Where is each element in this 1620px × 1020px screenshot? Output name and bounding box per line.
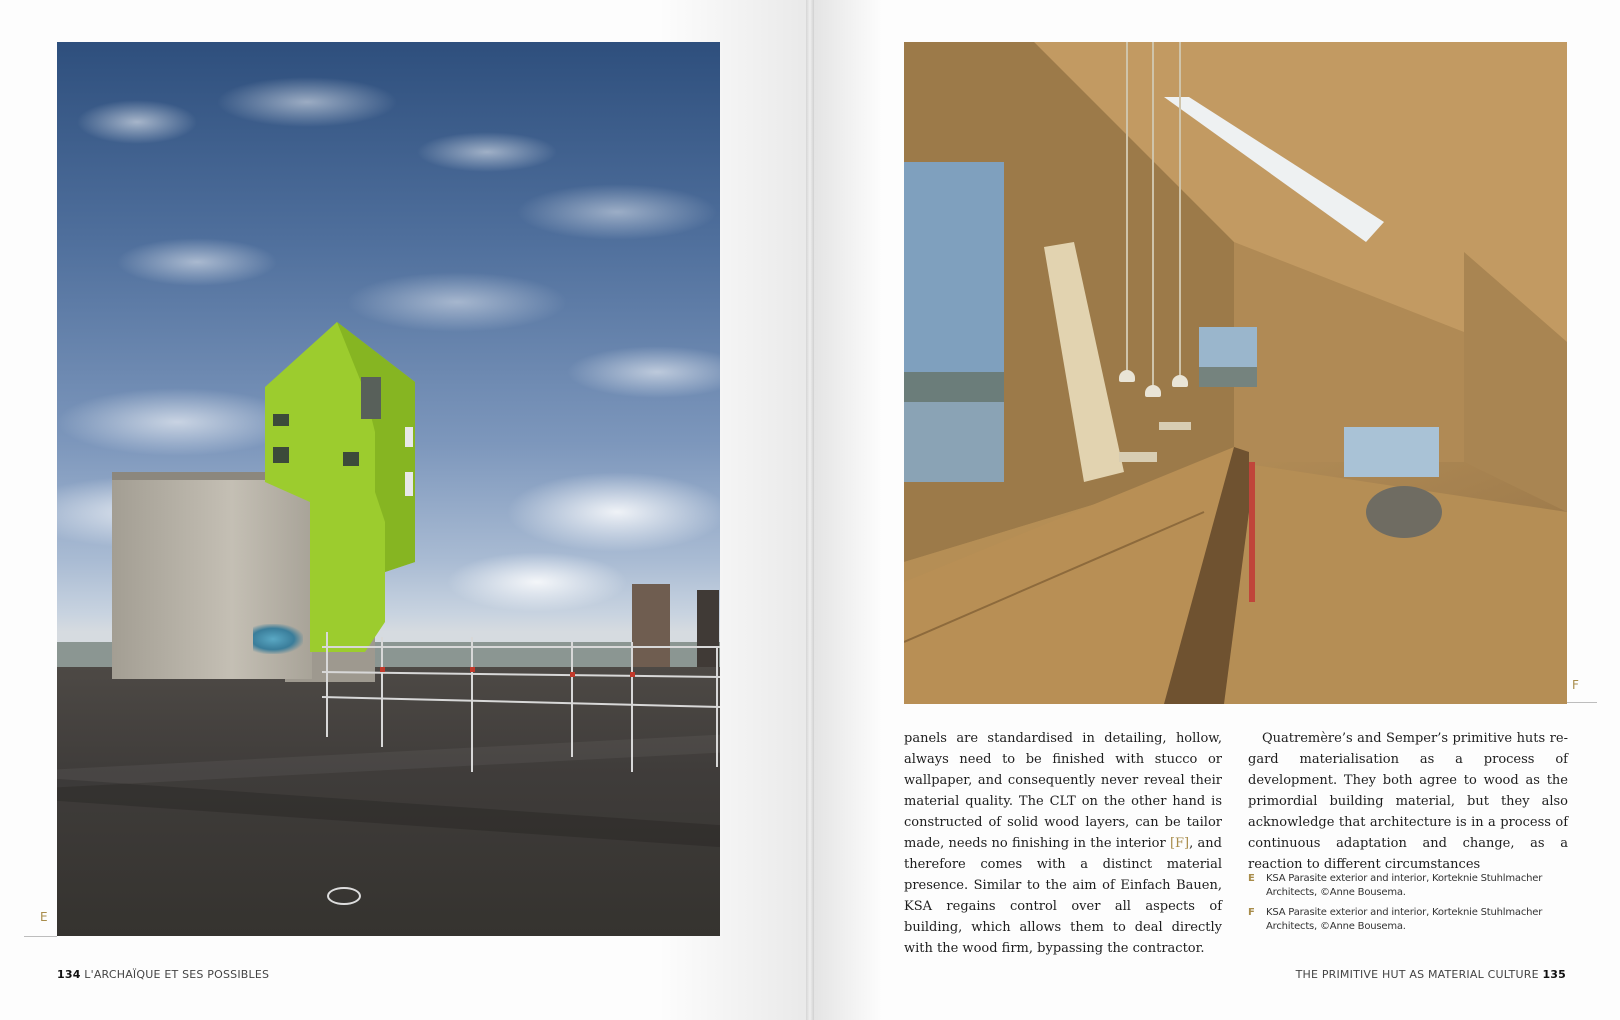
paragraph-text: panels are standardised in detailing, hollow, always need to be finished with stucco or wallpaper, and consequently never reveal their material quality. The CLT on the other hand is constructed of solid wood layers, can be tailor made, needs no finishing in the interior: [904, 731, 1222, 851]
green-parasite-building: [265, 322, 415, 652]
green-building-shape: [265, 322, 415, 652]
paragraph-text: , and therefore comes with a distinct material presence. Similar to the aim of Einfach Bauen, KSA regains control over all aspects of building, which allows them to deal directly with the wood firm, bypassing the contractor.: [904, 836, 1222, 956]
body-text-column-2: [1248, 728, 1568, 875]
caption-letter: E: [1248, 873, 1255, 884]
caption-letter: F: [1248, 907, 1255, 918]
caption-text: KSA Parasite exterior and interior, Korteknie Stuhlmacher Architects, ©Anne Bousema.: [1266, 873, 1543, 898]
photo-f-wood-interior: [904, 42, 1567, 704]
rope-ring: [327, 887, 361, 905]
pendant-lamp: [1119, 370, 1135, 382]
caption-rule: [1567, 702, 1597, 703]
pendant-cord: [1126, 42, 1128, 372]
pendant-lamp: [1172, 375, 1188, 387]
pendant-cord: [1179, 42, 1181, 377]
figure-letter-f: F: [1572, 678, 1579, 692]
caption-text: KSA Parasite exterior and interior, Korteknie Stuhlmacher Architects, ©Anne Bousema.: [1266, 907, 1543, 932]
pendant-lamp: [1145, 385, 1161, 397]
figure-reference: [F]: [1169, 836, 1190, 851]
right-folio: [1296, 968, 1566, 981]
caption-rule: [24, 936, 57, 937]
body-text-column-1: [904, 728, 1222, 959]
caption-e: [1248, 872, 1578, 900]
left-folio: [57, 968, 269, 981]
figure-captions: [1248, 872, 1578, 940]
scaffold-railing: [312, 627, 720, 777]
page-number: 135: [1542, 968, 1566, 981]
figure-letter-e: E: [40, 910, 48, 924]
running-head: L'ARCHAÏQUE ET SES POSSIBLES: [84, 968, 270, 981]
interior-scene: [904, 42, 1567, 704]
book-spine: [806, 0, 814, 1020]
running-head: THE PRIMITIVE HUT AS MATERIAL CULTURE: [1295, 968, 1539, 981]
pendant-cord: [1152, 42, 1154, 387]
caption-f: [1248, 906, 1578, 934]
gutter-shadow-right: [812, 0, 882, 1020]
page-number: 134: [57, 968, 81, 981]
photo-e-rooftop-parasite: [57, 42, 720, 936]
paragraph-text: Quatremère’s and Semper’s primitive huts regard materialisation as a process of development. They both agree to wood as the primordial building material, but they also acknowledge that architecture is in a process of continuous adaptation and change, as a reaction to different circumstances: [1248, 731, 1568, 872]
